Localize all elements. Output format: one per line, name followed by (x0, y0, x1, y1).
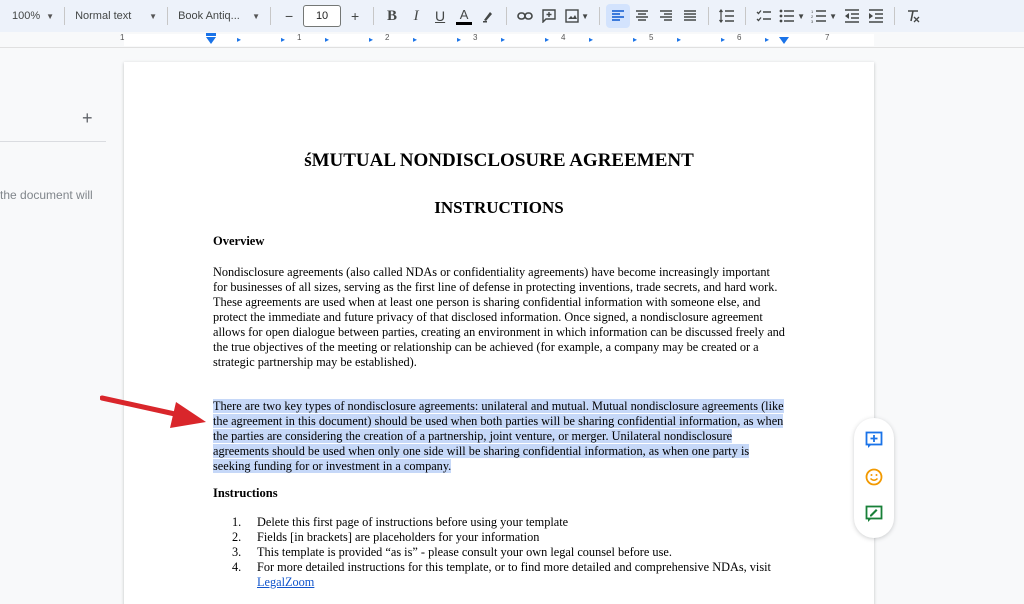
add-comment-button[interactable] (537, 4, 561, 28)
ruler-number: 4 (561, 33, 566, 42)
line-spacing-icon (719, 9, 735, 23)
document-title: śMUTUAL NONDISCLOSURE AGREEMENT (304, 150, 694, 171)
outline-divider (0, 141, 106, 142)
align-right-button[interactable] (654, 4, 678, 28)
add-comment-side-button[interactable] (864, 430, 884, 450)
toolbar-divider (64, 7, 65, 25)
ruler-number: 3 (473, 33, 478, 42)
add-heading-button[interactable]: + (82, 108, 93, 128)
list-item (232, 560, 792, 590)
tab-stop-icon[interactable]: ▸ (501, 35, 506, 44)
numbered-list-button[interactable] (808, 4, 840, 28)
chevron-down-icon: ▼ (581, 11, 590, 21)
instructions-list (232, 515, 792, 590)
toolbar (0, 0, 1024, 32)
left-indent-handle[interactable] (206, 37, 216, 44)
align-left-icon (611, 10, 625, 22)
tab-stop-icon[interactable]: ▸ (765, 35, 770, 44)
list-number: 2. (232, 530, 242, 544)
svg-text:1: 1 (811, 9, 814, 14)
comment-plus-icon (865, 431, 883, 449)
decrease-font-size-button[interactable]: − (284, 8, 294, 24)
emoji-icon (865, 468, 883, 486)
overview-paragraph: Nondisclosure agreements (also called NDAs or confidentiality agreements) have become increasingly important for businesses of all sizes, serving as the first line of defense in protecting inventions, trade secrets, and hard work. These agreements are used when at least one person is sharing confidential information with someone else, and protect the immediate and future privacy of that disclosed information. Once signed, a nondisclosure agreement allows for open dialogue between parties, creating an environment in which information can be discussed freely and the true objectives of the meeting or relationship can be achieved (for example, a company may be created or a strategic partnership may be established). (213, 265, 785, 369)
tab-stop-icon[interactable]: ▸ (413, 35, 418, 44)
toolbar-divider (270, 7, 271, 25)
selected-paragraph (213, 399, 785, 474)
ruler-number: 6 (737, 33, 742, 42)
ruler-number: 5 (649, 33, 654, 42)
floating-actions (854, 418, 894, 538)
toolbar-divider (506, 7, 507, 25)
increase-font-size-button[interactable]: + (350, 8, 360, 24)
document-subtitle: INSTRUCTIONS (434, 198, 564, 217)
tab-stop-icon[interactable]: ▸ (237, 35, 242, 44)
align-right-icon (659, 10, 673, 22)
list-text: Fields [in brackets] are placeholders for your information (257, 530, 540, 544)
list-number: 4. (232, 560, 242, 574)
text-color-button[interactable] (452, 4, 476, 28)
list-item (232, 515, 792, 530)
toolbar-divider (167, 7, 168, 25)
increase-indent-icon (868, 9, 884, 23)
clear-formatting-icon (906, 9, 920, 23)
ruler-number: 1 (297, 33, 302, 42)
font-size-stepper (277, 4, 367, 28)
toolbar-divider (599, 7, 600, 25)
checklist-icon (756, 9, 772, 23)
clear-formatting-button[interactable] (901, 4, 925, 28)
ruler-number: 7 (825, 33, 830, 42)
tab-stop-icon[interactable]: ▸ (589, 35, 594, 44)
outline-hint-text: the document will (0, 188, 93, 202)
toolbar-divider (373, 7, 374, 25)
suggest-edits-button[interactable] (864, 504, 884, 524)
svg-text:3: 3 (811, 19, 814, 23)
font-select[interactable] (174, 4, 264, 28)
italic-button[interactable]: I (413, 7, 419, 24)
decrease-indent-button[interactable] (840, 4, 864, 28)
list-item (232, 545, 792, 560)
text-color-letter: A (459, 6, 469, 22)
ruler-number: 2 (385, 33, 390, 42)
list-item (232, 530, 792, 545)
arrow-icon (100, 392, 210, 432)
underline-button[interactable]: U (435, 8, 446, 24)
numbered-list-icon (811, 9, 827, 23)
decrease-indent-icon (844, 9, 860, 23)
toolbar-divider (745, 7, 746, 25)
ruler[interactable] (0, 32, 1024, 48)
list-text: This template is provided “as is” - please consult your own legal counsel before use. (257, 545, 672, 559)
highlight-button[interactable] (476, 4, 500, 28)
tab-stop-icon[interactable]: ▸ (457, 35, 462, 44)
bold-button[interactable]: B (387, 7, 398, 24)
image-icon (565, 9, 579, 23)
list-text (257, 560, 792, 590)
right-indent-handle[interactable] (779, 37, 789, 44)
suggest-edit-icon (865, 505, 883, 523)
align-left-button[interactable] (606, 4, 630, 28)
chevron-down-icon: ▼ (797, 11, 806, 21)
zoom-select[interactable] (8, 4, 58, 28)
add-emoji-reaction-button[interactable] (864, 467, 884, 487)
bulleted-list-button[interactable] (776, 4, 808, 28)
tab-stop-icon[interactable]: ▸ (281, 35, 286, 44)
checklist-button[interactable] (752, 4, 776, 28)
chevron-down-icon: ▼ (149, 11, 158, 21)
tab-stop-icon[interactable]: ▸ (633, 35, 638, 44)
legalzoom-link[interactable]: LegalZoom (257, 575, 315, 589)
svg-text:2: 2 (811, 14, 814, 19)
ruler-number: 1 (120, 33, 125, 42)
list-number: 3. (232, 545, 242, 559)
line-spacing-button[interactable] (715, 4, 739, 28)
highlighter-icon (481, 9, 495, 23)
toolbar-divider (894, 7, 895, 25)
document-page[interactable] (124, 62, 874, 604)
font-size-input[interactable]: 10 (303, 5, 341, 27)
text-color-swatch (456, 22, 472, 25)
font-value: Book Antiq... (178, 10, 240, 22)
tab-stop-icon[interactable]: ▸ (325, 35, 330, 44)
overview-heading: Overview (213, 234, 265, 248)
align-justify-icon (683, 10, 697, 22)
insert-link-button[interactable] (513, 4, 537, 28)
style-value: Normal text (75, 10, 132, 22)
tab-stop-icon[interactable]: ▸ (677, 35, 682, 44)
increase-indent-button[interactable] (864, 4, 888, 28)
list-text: Delete this first page of instructions before using your template (257, 515, 569, 529)
first-line-indent-handle[interactable] (206, 33, 216, 36)
tab-stop-icon[interactable]: ▸ (721, 35, 726, 44)
instructions-heading: Instructions (213, 486, 278, 500)
chevron-down-icon: ▼ (252, 11, 261, 21)
toolbar-divider (708, 7, 709, 25)
chevron-down-icon: ▼ (829, 11, 838, 21)
style-select[interactable] (71, 4, 161, 28)
tab-stop-icon[interactable]: ▸ (545, 35, 550, 44)
bulleted-list-icon (779, 9, 795, 23)
selected-text: There are two key types of nondisclosure agreements: unilateral and mutual. Mutual nondisclosure agreements (like the agreement in this document) should be used when both parties will be sharing confidential information, as when the parties are considering the creation of a partnership, joint venture, or merger. Unilateral nondisclosure agreements should be used when only one side will be sharing confidential information, as when one party is seeking funding for or investment in a company. (213, 399, 784, 473)
comment-plus-icon (542, 9, 556, 23)
align-center-icon (635, 10, 649, 22)
tab-stop-icon[interactable]: ▸ (369, 35, 374, 44)
list-text-part: For more detailed instructions for this template, or to find more detailed and comprehensive NDAs, visit (257, 560, 771, 574)
text-color-icon (456, 8, 472, 25)
insert-image-button[interactable] (561, 4, 593, 28)
zoom-value: 100% (12, 10, 41, 22)
link-icon (517, 11, 533, 21)
align-center-button[interactable] (630, 4, 654, 28)
list-number: 1. (232, 515, 242, 529)
justify-button[interactable] (678, 4, 702, 28)
chevron-down-icon: ▼ (46, 11, 55, 21)
